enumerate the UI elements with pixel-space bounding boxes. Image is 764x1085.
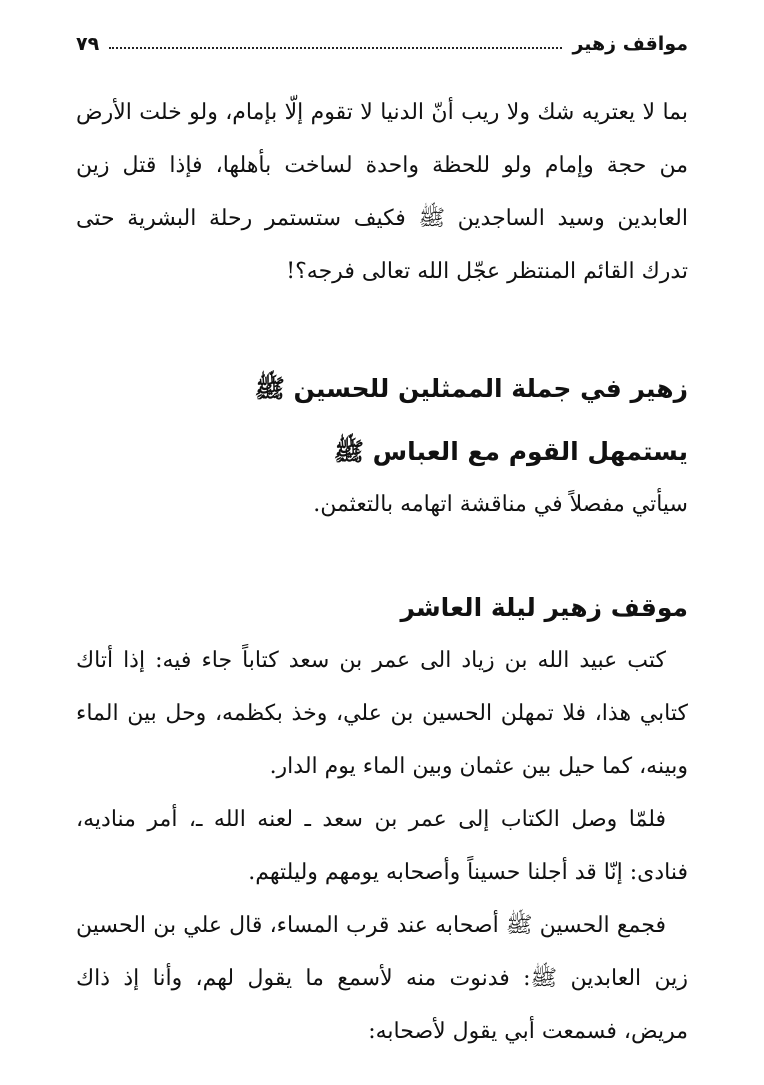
- section-heading-2: يستمهل القوم مع العباس ﷺ: [333, 437, 688, 466]
- spacer: [76, 298, 688, 362]
- section-heading-1: زهير في جملة الممثلين للحسين ﷺ: [254, 374, 688, 403]
- paragraph-3: كتب عبيد الله بن زياد الى عمر بن سعد كتاباً جاء فيه: إذا أتاك كتابي هذا، فلا تمهلن الحسين بن علي، وخذ بكظمه، وحل بين الماء وبينه، كما حيل بين عثمان وبين الماء يوم الدار.: [76, 648, 688, 779]
- spacer: [76, 531, 688, 581]
- running-header: [76, 30, 688, 58]
- page-number: ٧٩: [76, 33, 100, 55]
- dotted-leader: [109, 47, 562, 49]
- paragraph-5: فجمع الحسين ﷺ أصحابه عند قرب المساء، قال علي بن الحسين زين العابدين ﷺ: فدنوت منه لأسمع ما يقول لهم، وأنا إذ ذاك مريض، فسمعت أبي يقول لأصحابه:: [76, 913, 688, 1044]
- paragraph-4: فلمّا وصل الكتاب إلى عمر بن سعد ـ لعنه الله ـ، أمر مناديه، فنادى: إنّا قد أجلنا حسيناً وأصحابه يومهم وليلتهم.: [76, 807, 688, 885]
- paragraph-2: سيأتي مفصلاً في مناقشة اتهامه بالتعثمن.: [313, 492, 688, 517]
- running-header-title: مواقف زهير: [572, 33, 688, 55]
- section-heading-3: موقف زهير ليلة العاشر: [400, 593, 688, 622]
- page-content: [76, 86, 688, 1058]
- spacer: [76, 415, 688, 425]
- paragraph-1: بما لا يعتريه شك ولا ريب أنّ الدنيا لا تقوم إلّا بإمام، ولو خلت الأرض من حجة وإمام ولو للحظة واحدة لساخت بأهلها، فإذا قتل زين العابدين وسيد الساجدين ﷺ فكيف ستستمر رحلة البشرية حتى تدرك القائم المنتظر عجّل الله تعالى فرجه؟!: [76, 100, 688, 284]
